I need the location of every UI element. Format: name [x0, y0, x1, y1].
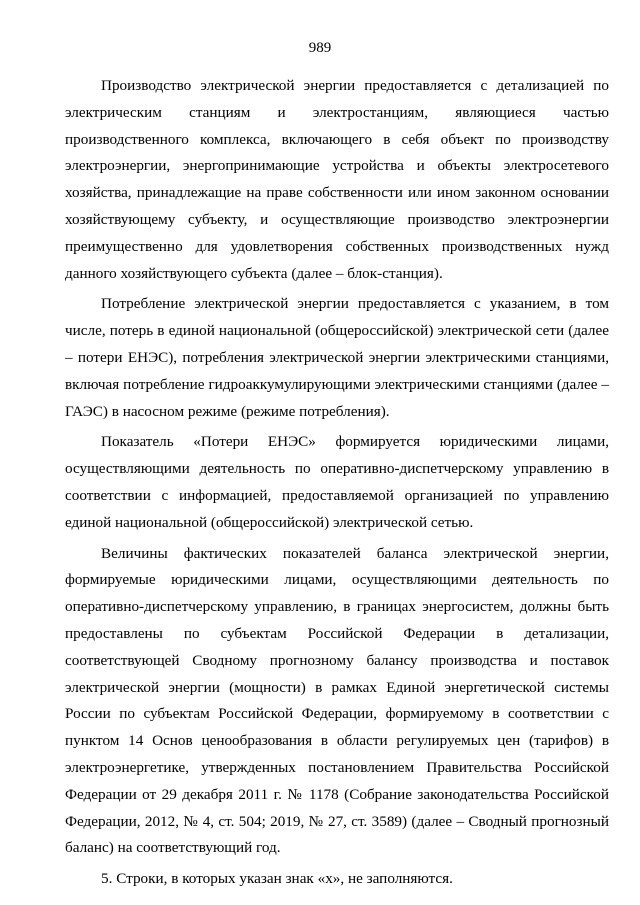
page-number: 989	[308, 40, 332, 56]
document-body	[65, 73, 609, 893]
paragraph-item-5: 5. Строки, в которых указан знак «х», не заполняются.	[101, 870, 453, 888]
paragraph-actual-indicators: Величины фактических показателей баланса электрической энергии, формируемые юридическими лицами, осуществляющими деятельность по оперативно-диспетчерскому управлению, в границах энергосистем, должны быть предоставлены по субъектам Российской Федерации в детализации, соответствующей Сводному прогнозному балансу производства и поставок электрической энергии (мощности) в рамках Единой энергетической системы России по субъектам Российской Федерации, формируемому в соответствии с пунктом 14 Основ ценообразования в области регулируемых цен (тарифов) в электроэнергетике, утвержденных постановлением Правительства Российской Федерации от 29 декабря 2011 г. № 1178 (Собрание законодательства Российской Федерации, 2012, № 4, ст. 504; 2019, № 27, ст. 3589) (далее – Сводный прогнозный баланс) на соответствующий год.	[65, 544, 609, 857]
paragraph-production: Производство электрической энергии предоставляется с детализацией по электрическим станциям и электростанциям, являющиеся частью производственного комплекса, включающего в себя объект по производству электроэнергии, энергопринимающие устройства и объекты электросетевого хозяйства, принадлежащие на праве собственности или ином законном основании хозяйствующему субъекту, и осуществляющие производство электроэнергии преимущественно для удовлетворения собственных производственных нужд данного хозяйствующего субъекта (далее – блок-станция).	[65, 77, 609, 282]
paragraph-unes-losses: Показатель «Потери ЕНЭС» формируется юридическими лицами, осуществляющими деятельность по оперативно-диспетчерскому управлению в соответствии с информацией, предоставляемой организацией по управлению единой национальной (общероссийской) электрической сетью.	[65, 433, 609, 531]
paragraph-consumption: Потребление электрической энергии предоставляется с указанием, в том числе, потерь в единой национальной (общероссийской) электрической сети (далее – потери ЕНЭС), потребления электрической энергии электрическими станциями, включая потребление гидроаккумулирующими электрическими станциями (далее – ГАЭС) в насосном режиме (режиме потребления).	[65, 295, 609, 420]
